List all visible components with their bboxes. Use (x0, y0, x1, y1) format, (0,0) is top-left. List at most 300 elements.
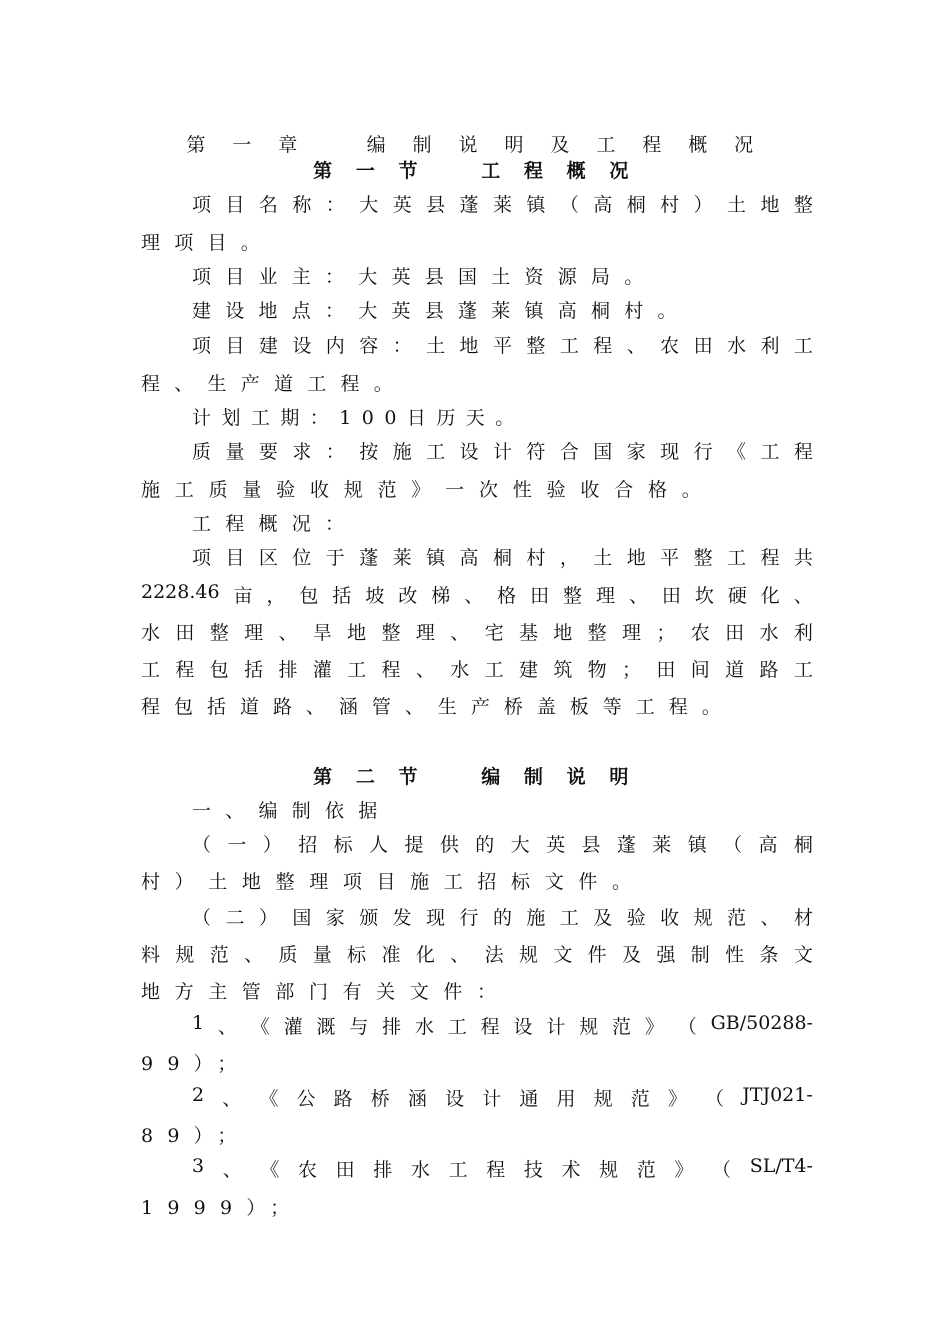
text-glyph: 排 (278, 659, 298, 681)
text-glyph: 莱 (652, 834, 672, 856)
text-glyph: 、 (244, 944, 264, 966)
text-glyph: 位 (292, 547, 312, 569)
text-glyph: 包 (299, 585, 319, 607)
text-glyph: 镇 (426, 547, 446, 569)
text-glyph: 理 (309, 871, 329, 893)
text-glyph: 验 (276, 479, 296, 501)
text-glyph: 地 (459, 335, 479, 357)
text-glyph: 。 (681, 479, 701, 501)
text-glyph: 蓬 (459, 194, 479, 216)
text-glyph: 提 (404, 834, 424, 856)
text-glyph: 《 (259, 1088, 279, 1110)
text-glyph: 坎 (694, 585, 714, 607)
text-glyph: 》 (644, 1016, 664, 1038)
paragraph-line (192, 830, 813, 857)
text-glyph: 括 (332, 585, 352, 607)
text-glyph: 计 (546, 1016, 566, 1038)
text-glyph: 地 (141, 981, 161, 1003)
text-glyph: （ (559, 194, 579, 216)
text-glyph: 件 (578, 871, 598, 893)
text-glyph: 程 (480, 1016, 500, 1038)
text-glyph: （ (705, 1088, 725, 1110)
text-glyph: 田 (175, 622, 195, 644)
text-glyph: 人 (369, 834, 389, 856)
text-glyph: 、 (450, 944, 470, 966)
text-glyph: 桐 (626, 194, 646, 216)
paragraph-line (192, 331, 813, 358)
text-glyph: 地 (760, 194, 780, 216)
text-glyph: 。 (611, 871, 631, 893)
text-glyph: 收 (309, 479, 329, 501)
text-glyph: 盖 (536, 696, 556, 718)
text-glyph: 等 (602, 696, 622, 718)
text-glyph: 行 (693, 441, 713, 463)
text-glyph: 设 (292, 335, 312, 357)
text-glyph: 《 (727, 441, 747, 463)
text-glyph: 路 (333, 1088, 353, 1110)
text-glyph: 程 (175, 659, 195, 681)
text-glyph: 称 (292, 194, 312, 216)
paragraph-line (192, 1155, 813, 1182)
text-glyph: 理 (622, 622, 642, 644)
text-glyph: 整 (209, 622, 229, 644)
paragraph-line (192, 1084, 813, 1111)
text-glyph: 、 (222, 1088, 242, 1110)
text-glyph: 桐 (793, 834, 813, 856)
text-glyph: 水 (141, 622, 161, 644)
text-glyph: 施 (526, 907, 546, 929)
text-glyph: 田 (725, 622, 745, 644)
text-glyph: 、 (415, 659, 435, 681)
text-glyph: ： (476, 981, 496, 1003)
text-glyph: 、 (278, 622, 298, 644)
text-glyph: 目 (376, 871, 396, 893)
text-glyph: 路 (272, 696, 292, 718)
text-glyph: 工 (559, 335, 579, 357)
text-glyph: 质 (192, 441, 212, 463)
text-glyph: 验 (626, 907, 646, 929)
text-glyph: 。 (701, 696, 721, 718)
text-glyph: 程 (668, 696, 688, 718)
text-glyph: 现 (426, 907, 446, 929)
text-glyph: 符 (526, 441, 546, 463)
text-glyph: 施 (141, 479, 161, 501)
text-glyph: ， (266, 585, 286, 607)
text-glyph: 》 (667, 1088, 687, 1110)
text-glyph: 排 (373, 1159, 393, 1181)
text-glyph: ， (559, 547, 579, 569)
paragraph-line: 1999）； (141, 1197, 304, 1219)
text-glyph: 性 (512, 479, 532, 501)
text-glyph: 化 (415, 944, 435, 966)
text-glyph: 道 (239, 696, 259, 718)
paragraph-line (192, 190, 813, 217)
text-glyph: 工 (448, 1159, 468, 1181)
text-glyph: 3 (192, 1155, 205, 1177)
text-glyph: 程 (593, 335, 613, 357)
text-glyph: 地 (626, 547, 646, 569)
text-glyph: 、 (450, 622, 470, 644)
text-glyph: 工 (793, 335, 813, 357)
text-glyph: 整 (793, 194, 813, 216)
text-glyph: 的 (475, 834, 495, 856)
text-glyph: 及 (593, 907, 613, 929)
text-glyph: 、 (222, 1159, 242, 1181)
paragraph-line (141, 655, 813, 682)
text-glyph: 灌 (283, 1016, 303, 1038)
paragraph-line: 计划工期：100日历天。 (192, 407, 525, 429)
text-glyph: 村 (660, 194, 680, 216)
text-glyph: 水 (450, 659, 470, 681)
text-glyph: 桥 (503, 696, 523, 718)
text-glyph: 县 (581, 834, 601, 856)
text-glyph: 工 (447, 1016, 467, 1038)
text-glyph: 项 (192, 335, 212, 357)
text-glyph: 共 (793, 547, 813, 569)
text-glyph: 农 (690, 622, 710, 644)
text-glyph: 农 (660, 335, 680, 357)
text-glyph: 容 (359, 335, 379, 357)
text-glyph: 设 (445, 1088, 465, 1110)
text-glyph: 文 (793, 944, 813, 966)
text-glyph: 灌 (312, 659, 332, 681)
text-glyph: 产 (470, 696, 490, 718)
text-glyph: 量 (242, 479, 262, 501)
text-glyph: （ (192, 834, 212, 856)
text-glyph: 筑 (553, 659, 573, 681)
text-glyph: 整 (563, 585, 583, 607)
text-glyph: 行 (459, 907, 479, 929)
text-glyph: 村 (141, 871, 161, 893)
text-glyph: 一 (227, 834, 247, 856)
text-glyph: 管 (371, 696, 391, 718)
text-glyph: GB/50288- (710, 1012, 813, 1034)
text-glyph: 收 (580, 479, 600, 501)
text-glyph: 项 (192, 547, 212, 569)
text-glyph: 术 (561, 1159, 581, 1181)
paragraph-line (141, 692, 721, 719)
text-glyph: 理 (596, 585, 616, 607)
text-glyph: 1 (192, 1012, 205, 1034)
text-glyph: 工 (347, 659, 367, 681)
text-glyph: 的 (492, 907, 512, 929)
text-glyph: 平 (660, 547, 680, 569)
text-glyph: 件 (587, 944, 607, 966)
text-glyph: 项 (342, 871, 362, 893)
text-glyph: 区 (258, 547, 278, 569)
text-glyph: 质 (278, 944, 298, 966)
paragraph-line: 一、编制依据 (192, 800, 392, 822)
text-glyph: （ (677, 1016, 697, 1038)
text-glyph: 蓬 (616, 834, 636, 856)
text-glyph: 高 (459, 547, 479, 569)
text-glyph: 范 (636, 1159, 656, 1181)
text-glyph: 括 (244, 659, 264, 681)
text-glyph: 亩 (233, 585, 253, 607)
text-glyph: 规 (593, 1088, 613, 1110)
text-glyph: 件 (443, 981, 463, 1003)
text-glyph: 整 (587, 622, 607, 644)
text-glyph: 量 (225, 441, 245, 463)
text-glyph: 验 (546, 479, 566, 501)
text-glyph: 收 (660, 907, 680, 929)
text-glyph: 标 (511, 871, 531, 893)
text-glyph: 理 (244, 622, 264, 644)
text-glyph: 文 (409, 981, 429, 1003)
text-glyph: 涵 (407, 1088, 427, 1110)
text-glyph: 规 (175, 944, 195, 966)
text-glyph: 道 (725, 659, 745, 681)
text-glyph: 英 (546, 834, 566, 856)
text-glyph: 目 (225, 194, 245, 216)
text-glyph: 改 (398, 585, 418, 607)
text-glyph: 、 (404, 696, 424, 718)
text-glyph: 整 (526, 335, 546, 357)
paragraph-line: 99）； (141, 1053, 251, 1075)
paragraph-line (141, 977, 496, 1004)
text-glyph: 镇 (526, 194, 546, 216)
text-glyph: 项 (192, 194, 212, 216)
text-glyph: 程 (141, 696, 161, 718)
text-glyph: 程 (793, 441, 813, 463)
paragraph-line: 程、生产道工程。 (141, 373, 408, 395)
text-glyph: 、 (793, 585, 813, 607)
text-glyph: 土 (727, 194, 747, 216)
text-glyph: 门 (308, 981, 328, 1003)
text-glyph: 《 (260, 1159, 280, 1181)
text-glyph: 方 (174, 981, 194, 1003)
text-glyph: 招 (477, 871, 497, 893)
text-glyph: 有 (342, 981, 362, 1003)
text-glyph: 技 (523, 1159, 543, 1181)
text-glyph: 规 (518, 944, 538, 966)
text-glyph: 、 (760, 907, 780, 929)
text-glyph: 蓬 (359, 547, 379, 569)
text-glyph: （ (192, 907, 212, 929)
text-glyph: 桥 (370, 1088, 390, 1110)
text-glyph: 发 (392, 907, 412, 929)
text-glyph: 大 (359, 194, 379, 216)
text-glyph: ） (174, 871, 194, 893)
paragraph-line (192, 543, 813, 570)
text-glyph: 大 (510, 834, 530, 856)
paragraph-line: 工程概况： (192, 513, 359, 535)
text-glyph: 2228.46 (141, 581, 220, 603)
text-glyph: 建 (518, 659, 538, 681)
section-heading-2: 第 二 节 编 制 说 明 (313, 766, 637, 788)
text-glyph: 土 (593, 547, 613, 569)
text-glyph: 范 (377, 479, 397, 501)
paragraph-line (141, 867, 631, 894)
text-glyph: 水 (759, 622, 779, 644)
text-glyph: 、 (628, 585, 648, 607)
paragraph-line (141, 475, 701, 502)
text-glyph: 计 (492, 441, 512, 463)
text-glyph: 通 (519, 1088, 539, 1110)
paragraph-line: 理项目。 (141, 232, 275, 254)
text-glyph: 《 (250, 1016, 270, 1038)
text-glyph: 按 (359, 441, 379, 463)
text-glyph: 、 (464, 585, 484, 607)
text-glyph: 板 (569, 696, 589, 718)
text-glyph: ） (693, 194, 713, 216)
text-glyph: ） (258, 907, 278, 929)
text-glyph: 范 (209, 944, 229, 966)
text-glyph: 及 (622, 944, 642, 966)
paragraph-line (141, 618, 813, 645)
paragraph-line (192, 1012, 813, 1039)
text-glyph: 工 (793, 659, 813, 681)
text-glyph: 排 (382, 1016, 402, 1038)
text-glyph: 》 (411, 479, 431, 501)
text-glyph: 料 (141, 944, 161, 966)
text-glyph: 规 (693, 907, 713, 929)
text-glyph: 物 (587, 659, 607, 681)
text-glyph: 县 (426, 194, 446, 216)
text-glyph: 路 (759, 659, 779, 681)
text-glyph: （ (712, 1159, 732, 1181)
text-glyph: 合 (614, 479, 634, 501)
text-glyph: 内 (325, 335, 345, 357)
text-glyph: ： (325, 194, 345, 216)
text-glyph: JTJ021- (742, 1084, 813, 1106)
text-glyph: 地 (241, 871, 261, 893)
text-glyph: 整 (275, 871, 295, 893)
text-glyph: 整 (381, 622, 401, 644)
paragraph-line: 89）； (141, 1125, 251, 1147)
text-glyph: 高 (758, 834, 778, 856)
text-glyph: 国 (292, 907, 312, 929)
text-glyph: 地 (553, 622, 573, 644)
text-glyph: 家 (626, 441, 646, 463)
text-glyph: 与 (349, 1016, 369, 1038)
text-glyph: 水 (410, 1159, 430, 1181)
text-glyph: 次 (478, 479, 498, 501)
text-glyph: 利 (793, 622, 813, 644)
text-glyph: 性 (725, 944, 745, 966)
text-glyph: 工 (443, 871, 463, 893)
text-glyph: 设 (513, 1016, 533, 1038)
text-glyph: 计 (482, 1088, 502, 1110)
text-glyph: 招 (298, 834, 318, 856)
text-glyph: 田 (530, 585, 550, 607)
text-glyph: 工 (727, 547, 747, 569)
text-glyph: 于 (325, 547, 345, 569)
paragraph-line: 建设地点：大英县蓬莱镇高桐村。 (192, 300, 691, 322)
chapter-title: 第 一 章 编 制 说 明 及 工 程 概 况 (186, 134, 764, 156)
text-glyph: SL/T4- (749, 1155, 813, 1177)
text-glyph: 高 (593, 194, 613, 216)
text-glyph: 准 (381, 944, 401, 966)
text-glyph: 要 (258, 441, 278, 463)
text-glyph: 农 (298, 1159, 318, 1181)
text-glyph: 地 (347, 622, 367, 644)
text-glyph: 范 (727, 907, 747, 929)
text-glyph: 、 (305, 696, 325, 718)
text-glyph: 标 (333, 834, 353, 856)
text-glyph: 工 (174, 479, 194, 501)
text-glyph: 溉 (316, 1016, 336, 1038)
text-glyph: 文 (544, 871, 564, 893)
text-glyph: 、 (217, 1016, 237, 1038)
text-glyph: 莱 (392, 547, 412, 569)
text-glyph: 、 (626, 335, 646, 357)
text-glyph: 利 (760, 335, 780, 357)
text-glyph: 括 (206, 696, 226, 718)
text-glyph: （ (723, 834, 743, 856)
text-glyph: 土 (426, 335, 446, 357)
text-glyph: 施 (410, 871, 430, 893)
paragraph-line (141, 940, 813, 967)
text-glyph: 工 (426, 441, 446, 463)
text-glyph: 强 (656, 944, 676, 966)
text-glyph: 》 (674, 1159, 694, 1181)
text-glyph: 间 (690, 659, 710, 681)
text-glyph: 规 (343, 479, 363, 501)
text-glyph: 管 (241, 981, 261, 1003)
text-glyph: 工 (760, 441, 780, 463)
text-glyph: 关 (376, 981, 396, 1003)
text-glyph: 硬 (727, 585, 747, 607)
text-glyph: 田 (693, 335, 713, 357)
text-glyph: 目 (225, 335, 245, 357)
text-glyph: 工 (635, 696, 655, 718)
text-glyph: 平 (492, 335, 512, 357)
text-glyph: 公 (296, 1088, 316, 1110)
text-glyph: 现 (660, 441, 680, 463)
text-glyph: 规 (579, 1016, 599, 1038)
text-glyph: 国 (593, 441, 613, 463)
text-glyph: 包 (173, 696, 193, 718)
text-glyph: 文 (553, 944, 573, 966)
text-glyph: 量 (312, 944, 332, 966)
text-glyph: 目 (225, 547, 245, 569)
text-glyph: 包 (209, 659, 229, 681)
text-glyph: 求 (292, 441, 312, 463)
text-glyph: 2 (192, 1084, 205, 1106)
text-glyph: 部 (275, 981, 295, 1003)
text-glyph: 一 (445, 479, 465, 501)
text-glyph: 用 (556, 1088, 576, 1110)
text-glyph: 格 (647, 479, 667, 501)
text-glyph: 格 (497, 585, 517, 607)
text-glyph: 田 (335, 1159, 355, 1181)
text-glyph: 水 (727, 335, 747, 357)
text-glyph: 村 (526, 547, 546, 569)
text-glyph: 涵 (338, 696, 358, 718)
text-glyph: 英 (392, 194, 412, 216)
section-heading-1: 第 一 节 工 程 概 况 (313, 160, 637, 182)
text-glyph: 法 (484, 944, 504, 966)
text-glyph: 范 (630, 1088, 650, 1110)
text-glyph: 程 (760, 547, 780, 569)
text-glyph: 基 (518, 622, 538, 644)
text-glyph: 土 (208, 871, 228, 893)
text-glyph: 施 (392, 441, 412, 463)
text-glyph: 桐 (492, 547, 512, 569)
text-glyph: 合 (559, 441, 579, 463)
paragraph-line: 项目业主：大英县国土资源局。 (192, 266, 658, 288)
text-glyph: 生 (437, 696, 457, 718)
text-glyph: 镇 (687, 834, 707, 856)
text-glyph: 标 (347, 944, 367, 966)
text-glyph: 化 (760, 585, 780, 607)
text-glyph: ： (325, 441, 345, 463)
text-glyph: 水 (414, 1016, 434, 1038)
text-glyph: 家 (325, 907, 345, 929)
text-glyph: 颁 (359, 907, 379, 929)
paragraph-line (141, 581, 813, 608)
